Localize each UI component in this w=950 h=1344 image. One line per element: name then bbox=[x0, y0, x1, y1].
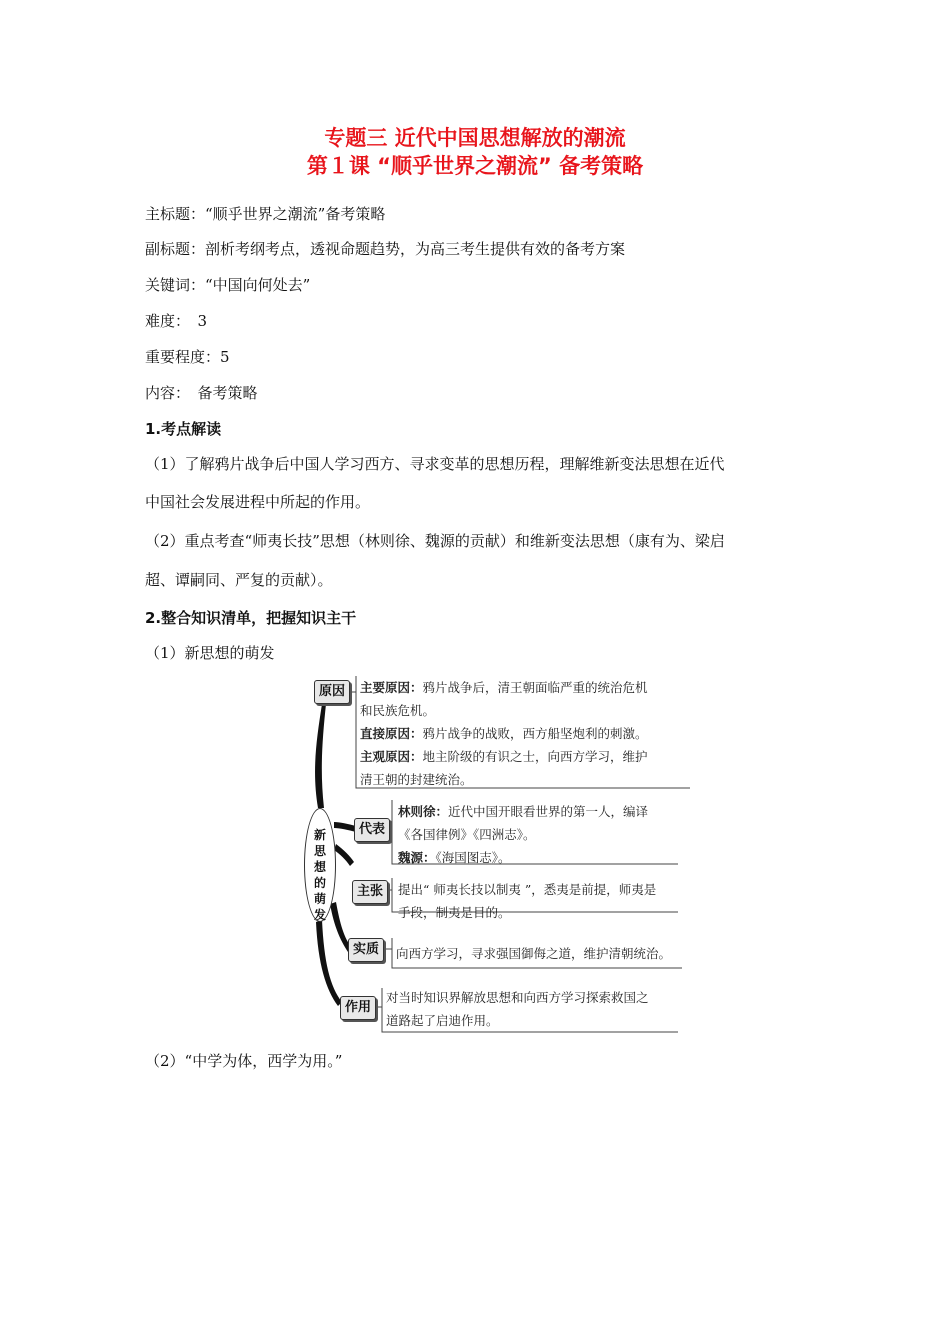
section1-p1b: 中国社会发展进程中所起的作用。 bbox=[145, 493, 371, 511]
keywords-line: 关键词：“中国向何处去” bbox=[145, 276, 311, 294]
main-title-line: 主标题：“顺乎世界之潮流”备考策略 bbox=[145, 205, 386, 223]
text-zuoyong-2: 道路起了启迪作用。 bbox=[386, 1013, 499, 1028]
text-shizhi: 向西方学习，寻求强国御侮之道，维护清朝统治。 bbox=[396, 946, 672, 961]
text-zhuzhang-2: 手段，制夷是目的。 bbox=[398, 905, 511, 920]
box-yuanyin bbox=[360, 676, 690, 791]
text-subjective-cause: 地主阶级的有识之士，向西方学习，维护 bbox=[422, 749, 648, 764]
mind-map bbox=[300, 672, 690, 1042]
text-main-cause-cont: 和民族危机。 bbox=[360, 703, 436, 718]
section1-p1a: （1）了解鸦片战争后中国人学习西方、寻求变革的思想历程，理解维新变法思想在近代 bbox=[145, 455, 725, 473]
page-title: 专题三 近代中国思想解放的潮流 bbox=[324, 126, 626, 150]
section2-heading: 2.整合知识清单，把握知识主干 bbox=[145, 609, 357, 627]
tag-zuoyong: 作用 bbox=[340, 996, 376, 1020]
content-line: 内容： 备考策略 bbox=[145, 384, 258, 402]
text-subjective-cause-cont: 清王朝的封建统治。 bbox=[360, 772, 473, 787]
lesson-title: 第１课 “顺乎世界之潮流” 备考策略 bbox=[306, 154, 644, 178]
box-zuoyong bbox=[386, 986, 682, 1032]
section1-p2b: 超、谭嗣同、严复的贡献）。 bbox=[145, 571, 333, 589]
difficulty-line: 难度： 3 bbox=[145, 312, 208, 330]
section2-sub1: （1）新思想的萌发 bbox=[145, 644, 275, 662]
label-direct-cause: 直接原因： bbox=[360, 726, 423, 741]
tag-daibiao: 代表 bbox=[354, 818, 390, 842]
label-lin-zexu: 林则徐： bbox=[398, 804, 449, 819]
text-zhuzhang-1: 提出“ 师夷长技以制夷 ”，悉夷是前提，师夷是 bbox=[398, 882, 657, 897]
branch-zhuzhang bbox=[334, 844, 354, 866]
center-node-label: 新思想的萌发 bbox=[313, 828, 326, 922]
section1-heading: 1.考点解读 bbox=[145, 420, 222, 438]
box-daibiao bbox=[398, 800, 683, 869]
branch-daibiao bbox=[334, 822, 356, 832]
box-zhuzhang bbox=[398, 878, 683, 924]
text-direct-cause: 鸦片战争的战败，西方船坚炮利的刺激。 bbox=[422, 726, 648, 741]
text-lin-zexu-cont: 《各国律例》《四洲志》。 bbox=[398, 827, 536, 842]
center-node bbox=[304, 808, 336, 922]
branch-yuanyin bbox=[315, 704, 326, 808]
box-shizhi bbox=[396, 942, 688, 965]
subtitle-line: 副标题：剖析考纲考点，透视命题趋势，为高三考生提供有效的备考方案 bbox=[145, 240, 626, 258]
text-lin-zexu: 近代中国开眼看世界的第一人，编译 bbox=[448, 804, 649, 819]
tag-shizhi: 实质 bbox=[348, 938, 384, 962]
text-wei-yuan: 《海国图志》。 bbox=[435, 850, 511, 865]
importance-line: 重要程度：5 bbox=[145, 348, 230, 366]
tag-zhuzhang: 主张 bbox=[352, 880, 388, 904]
label-main-cause: 主要原因： bbox=[360, 680, 423, 695]
label-subjective-cause: 主观原因： bbox=[360, 749, 423, 764]
section1-p2a: （2）重点考查“师夷长技”思想（林则徐、魏源的贡献）和维新变法思想（康有为、梁启 bbox=[145, 532, 725, 550]
section2-sub2: （2）“中学为体，西学为用。” bbox=[145, 1052, 343, 1070]
text-main-cause: 鸦片战争后，清王朝面临严重的统治危机 bbox=[422, 680, 648, 695]
label-wei-yuan: 魏源： bbox=[398, 850, 436, 865]
tag-yuanyin: 原因 bbox=[314, 680, 350, 704]
text-zuoyong-1: 对当时知识界解放思想和向西方学习探索救国之 bbox=[386, 990, 649, 1005]
